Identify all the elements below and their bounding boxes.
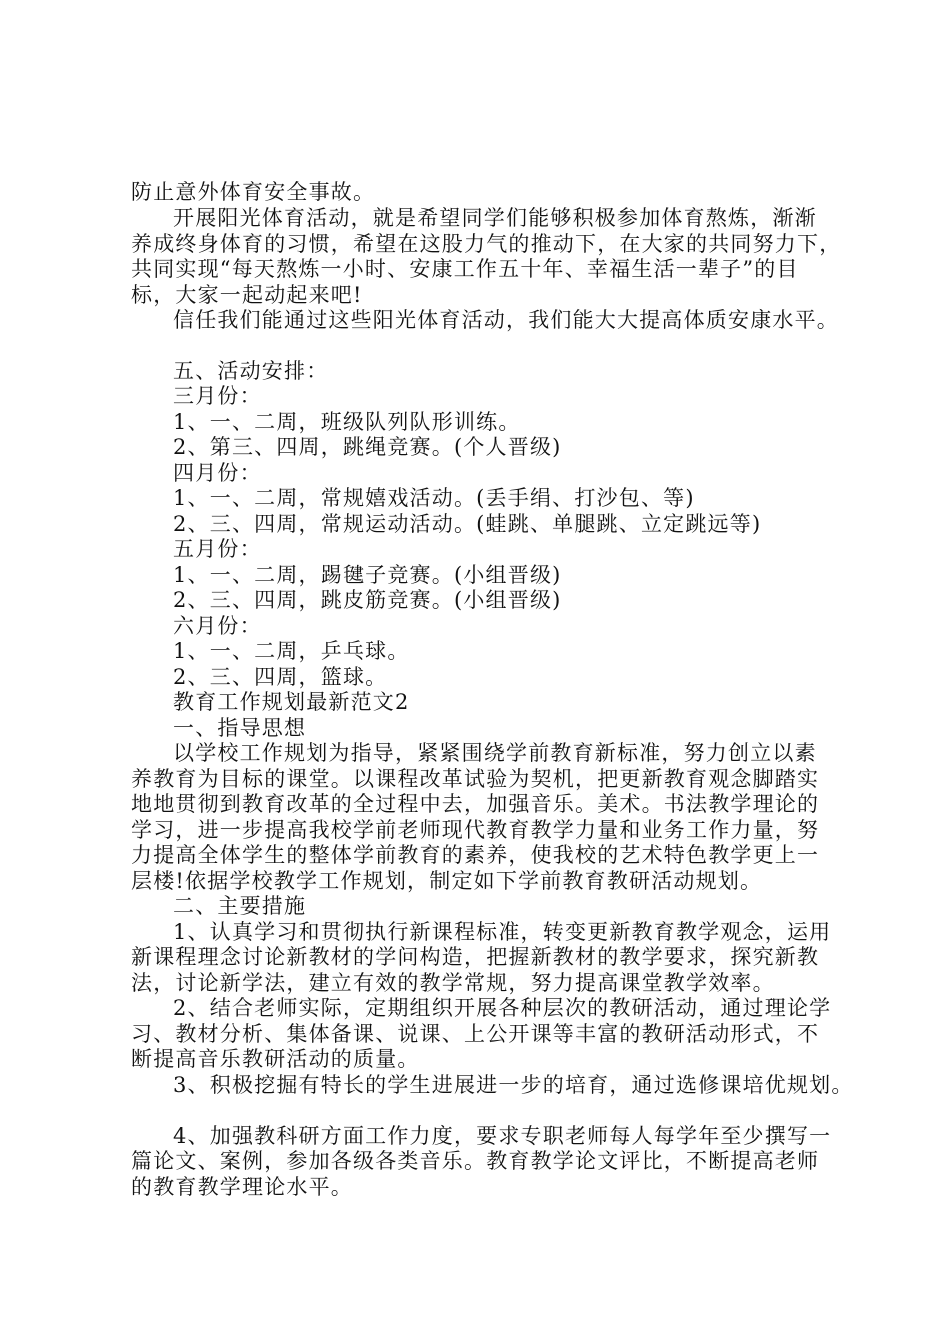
text-line: 的教育教学理论水平。 xyxy=(131,1175,353,1199)
text-line: 法，讨论新学法，建立有效的教学常规，努力提高课堂教学效率。 xyxy=(131,971,775,995)
list-item: 2、三、四周，篮球。 xyxy=(173,665,388,689)
month-heading: 五月份： xyxy=(173,537,262,561)
text-line: 2、结合老师实际，定期组织开展各种层次的教研活动，通过理论学 xyxy=(173,996,832,1020)
section-heading: 一、指导思想 xyxy=(173,716,307,740)
text-line: 4、加强教科研方面工作力度，要求专职老师每人每学年至少撰写一 xyxy=(173,1124,832,1148)
text-line: 以学校工作规划为指导，紧紧围绕学前教育新标准，努力创立以素 xyxy=(173,741,817,765)
text-line: 地地贯彻到教育改革的全过程中去，加强音乐。美术。书法教学理论的 xyxy=(131,792,820,816)
section-heading: 五、活动安排： xyxy=(173,359,329,383)
text-line: 共同实现“每天熬炼一小时、安康工作五十年、幸福生活一辈子”的目 xyxy=(131,257,799,281)
text-line: 标，大家一起动起来吧! xyxy=(131,283,363,307)
text-line: 养教育为目标的课堂。以课程改革试验为契机，把更新教育观念脚踏实 xyxy=(131,767,820,791)
text-line: 篇论文、案例，参加各级各类音乐。教育教学论文评比，不断提高老师 xyxy=(131,1149,820,1173)
list-item: 2、三、四周，跳皮筋竞赛。(小组晋级) xyxy=(173,588,562,612)
text-line: 防止意外体育安全事故。 xyxy=(131,180,376,204)
section-heading: 二、主要措施 xyxy=(173,894,307,918)
month-heading: 三月份： xyxy=(173,384,262,408)
list-item: 2、三、四周，常规运动活动。(蛙跳、单腿跳、立定跳远等) xyxy=(173,512,762,536)
text-line: 信任我们能通过这些阳光体育活动，我们能大大提高体质安康水平。 xyxy=(173,308,839,332)
list-item: 2、第三、四周，跳绳竞赛。(个人晋级) xyxy=(173,435,562,459)
text-line: 学习，进一步提高我校学前老师现代教育教学力量和业务工作力量，努 xyxy=(131,818,820,842)
text-line: 养成终身体育的习惯，希望在这股力气的推动下，在大家的共同努力下， xyxy=(131,232,842,256)
text-line: 习、教材分析、集体备课、说课、上公开课等丰富的教研活动形式，不 xyxy=(131,1022,820,1046)
month-heading: 六月份： xyxy=(173,614,262,638)
text-line: 3、积极挖掘有特长的学生进展进一步的培育，通过选修课培优规划。 xyxy=(173,1073,854,1097)
text-line: 新课程理念讨论新教材的学问构造，把握新教材的教学要求，探究新教 xyxy=(131,945,820,969)
text-line: 层楼!依据学校教学工作规划，制定如下学前教育教研活动规划。 xyxy=(131,869,763,893)
month-heading: 四月份： xyxy=(173,461,262,485)
text-line: 力提高全体学生的整体学前教育的素养，使我校的艺术特色教学更上一 xyxy=(131,843,820,867)
text-line: 断提高音乐教研活动的质量。 xyxy=(131,1047,420,1071)
text-line: 1、认真学习和贯彻执行新课程标准，转变更新教育教学观念，运用 xyxy=(173,920,832,944)
article-title: 教育工作规划最新范文2 xyxy=(173,690,410,714)
list-item: 1、一、二周，班级队列队形训练。 xyxy=(173,410,521,434)
text-line: 开展阳光体育活动，就是希望同学们能够积极参加体育熬炼，渐渐 xyxy=(173,206,817,230)
list-item: 1、一、二周，常规嬉戏活动。(丢手绢、打沙包、等) xyxy=(173,486,695,510)
list-item: 1、一、二周，乒乓球。 xyxy=(173,639,410,663)
list-item: 1、一、二周，踢毽子竞赛。(小组晋级) xyxy=(173,563,562,587)
